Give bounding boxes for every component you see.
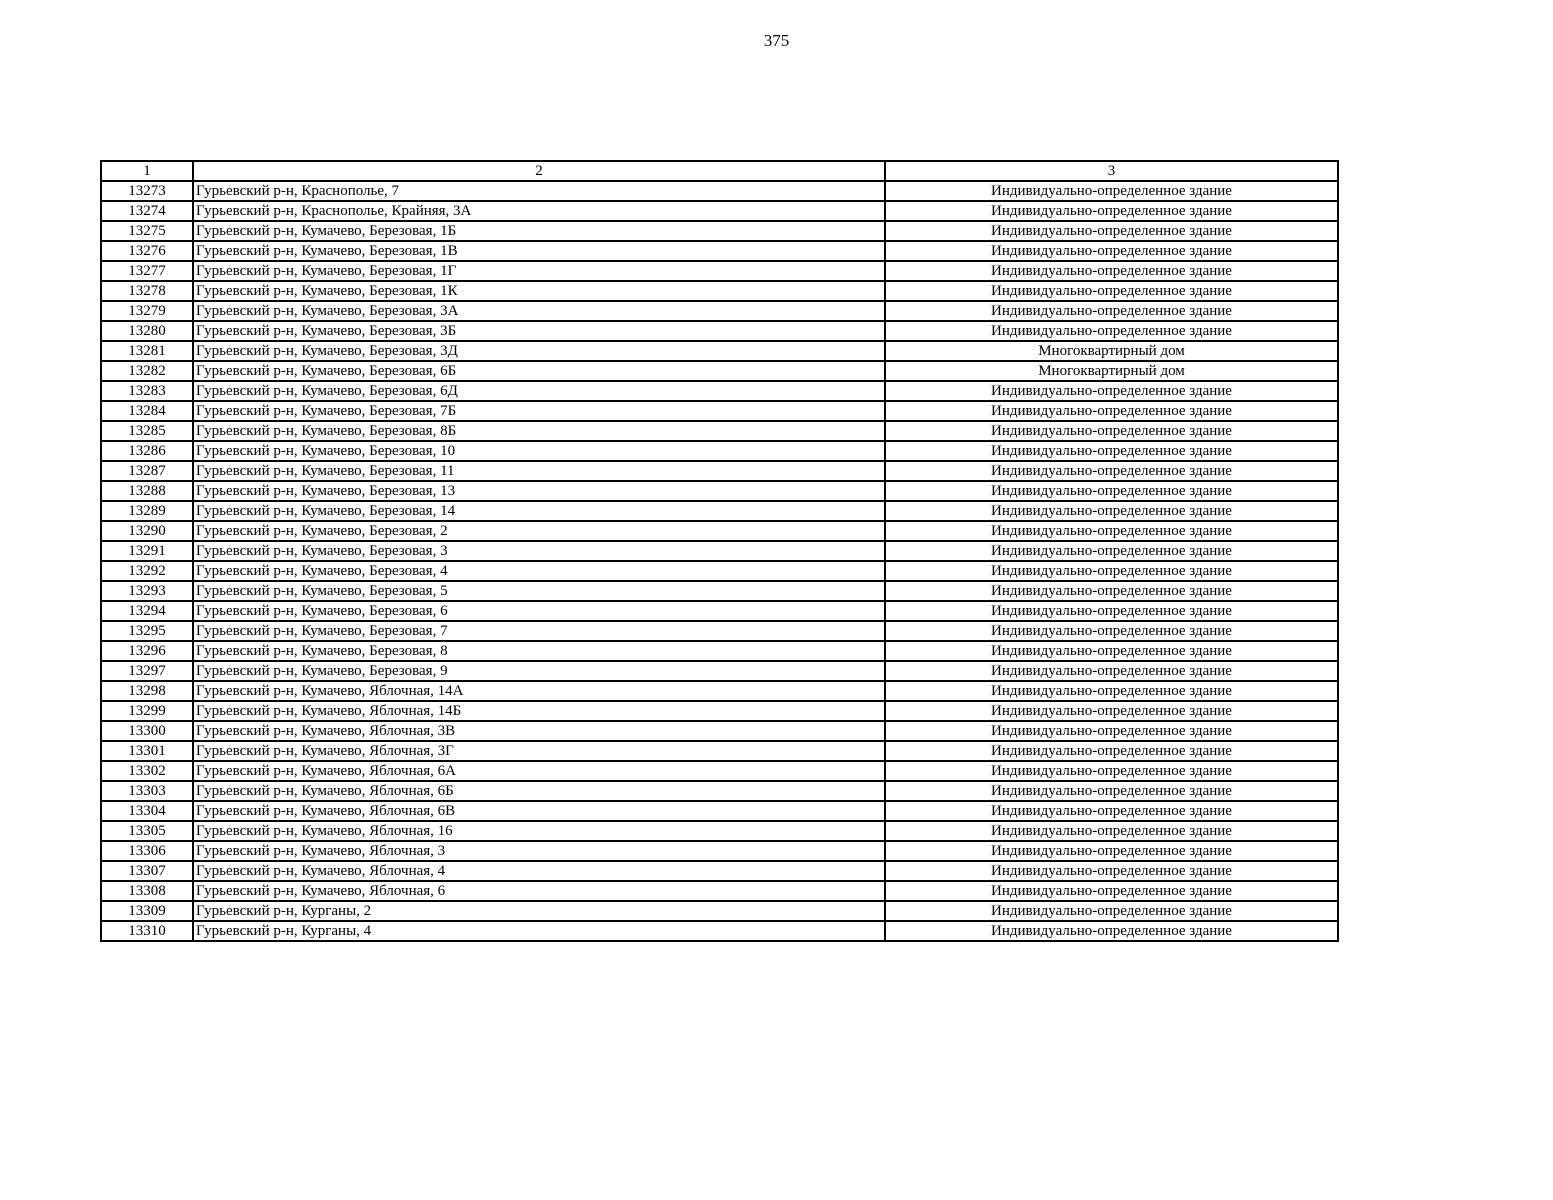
cell-record-number: 13294 xyxy=(101,601,193,621)
cell-address: Гурьевский р-н, Кумачево, Яблочная, 3 xyxy=(193,841,885,861)
cell-record-number: 13292 xyxy=(101,561,193,581)
cell-address: Гурьевский р-н, Кумачево, Яблочная, 14А xyxy=(193,681,885,701)
cell-address: Гурьевский р-н, Кумачево, Березовая, 7Б xyxy=(193,401,885,421)
cell-address: Гурьевский р-н, Кумачево, Березовая, 6 xyxy=(193,601,885,621)
cell-object-type: Индивидуально-определенное здание xyxy=(885,921,1338,941)
cell-record-number: 13277 xyxy=(101,261,193,281)
cell-record-number: 13273 xyxy=(101,181,193,201)
cell-object-type: Индивидуально-определенное здание xyxy=(885,381,1338,401)
cell-address: Гурьевский р-н, Кумачево, Березовая, 3А xyxy=(193,301,885,321)
cell-record-number: 13289 xyxy=(101,501,193,521)
cell-record-number: 13299 xyxy=(101,701,193,721)
table-row xyxy=(101,221,1338,241)
cell-object-type: Индивидуально-определенное здание xyxy=(885,501,1338,521)
cell-object-type: Многоквартирный дом xyxy=(885,361,1338,381)
cell-object-type: Индивидуально-определенное здание xyxy=(885,821,1338,841)
table-row xyxy=(101,641,1338,661)
cell-record-number: 13297 xyxy=(101,661,193,681)
table-row xyxy=(101,181,1338,201)
cell-object-type: Индивидуально-определенное здание xyxy=(885,761,1338,781)
cell-record-number: 13287 xyxy=(101,461,193,481)
cell-address: Гурьевский р-н, Кумачево, Яблочная, 16 xyxy=(193,821,885,841)
table-row xyxy=(101,741,1338,761)
page-number: 375 xyxy=(763,31,790,50)
column-header-address: 2 xyxy=(193,161,885,181)
table-row xyxy=(101,781,1338,801)
cell-record-number: 13308 xyxy=(101,881,193,901)
cell-object-type: Индивидуально-определенное здание xyxy=(885,901,1338,921)
cell-address: Гурьевский р-н, Краснополье, 7 xyxy=(193,181,885,201)
cell-record-number: 13296 xyxy=(101,641,193,661)
cell-record-number: 13285 xyxy=(101,421,193,441)
cell-record-number: 13288 xyxy=(101,481,193,501)
cell-object-type: Индивидуально-определенное здание xyxy=(885,561,1338,581)
cell-address: Гурьевский р-н, Курганы, 2 xyxy=(193,901,885,921)
cell-record-number: 13281 xyxy=(101,341,193,361)
cell-address: Гурьевский р-н, Краснополье, Крайняя, 3А xyxy=(193,201,885,221)
cell-record-number: 13303 xyxy=(101,781,193,801)
table-row xyxy=(101,561,1338,581)
cell-address: Гурьевский р-н, Кумачево, Березовая, 5 xyxy=(193,581,885,601)
table-row xyxy=(101,201,1338,221)
cell-object-type: Индивидуально-определенное здание xyxy=(885,321,1338,341)
cell-object-type: Индивидуально-определенное здание xyxy=(885,681,1338,701)
cell-record-number: 13295 xyxy=(101,621,193,641)
cell-object-type: Индивидуально-определенное здание xyxy=(885,781,1338,801)
table-row xyxy=(101,581,1338,601)
table-row xyxy=(101,901,1338,921)
table-row xyxy=(101,521,1338,541)
table-row xyxy=(101,541,1338,561)
table-row xyxy=(101,461,1338,481)
cell-object-type: Индивидуально-определенное здание xyxy=(885,701,1338,721)
cell-address: Гурьевский р-н, Кумачево, Березовая, 11 xyxy=(193,461,885,481)
cell-object-type: Индивидуально-определенное здание xyxy=(885,301,1338,321)
cell-record-number: 13290 xyxy=(101,521,193,541)
cell-address: Гурьевский р-н, Кумачево, Березовая, 13 xyxy=(193,481,885,501)
column-header-number: 1 xyxy=(101,161,193,181)
cell-record-number: 13276 xyxy=(101,241,193,261)
cell-record-number: 13284 xyxy=(101,401,193,421)
cell-address: Гурьевский р-н, Кумачево, Березовая, 14 xyxy=(193,501,885,521)
cell-address: Гурьевский р-н, Кумачево, Яблочная, 6Б xyxy=(193,781,885,801)
cell-record-number: 13309 xyxy=(101,901,193,921)
cell-record-number: 13301 xyxy=(101,741,193,761)
cell-object-type: Индивидуально-определенное здание xyxy=(885,281,1338,301)
cell-address: Гурьевский р-н, Кумачево, Березовая, 2 xyxy=(193,521,885,541)
cell-object-type: Индивидуально-определенное здание xyxy=(885,621,1338,641)
cell-address: Гурьевский р-н, Курганы, 4 xyxy=(193,921,885,941)
table-row xyxy=(101,361,1338,381)
cell-address: Гурьевский р-н, Кумачево, Березовая, 1Г xyxy=(193,261,885,281)
table-row xyxy=(101,621,1338,641)
cell-object-type: Индивидуально-определенное здание xyxy=(885,421,1338,441)
cell-address: Гурьевский р-н, Кумачево, Березовая, 10 xyxy=(193,441,885,461)
cell-record-number: 13310 xyxy=(101,921,193,941)
cell-address: Гурьевский р-н, Кумачево, Яблочная, 3Г xyxy=(193,741,885,761)
cell-object-type: Индивидуально-определенное здание xyxy=(885,661,1338,681)
cell-record-number: 13282 xyxy=(101,361,193,381)
cell-address: Гурьевский р-н, Кумачево, Березовая, 1К xyxy=(193,281,885,301)
table-row xyxy=(101,661,1338,681)
cell-object-type: Индивидуально-определенное здание xyxy=(885,461,1338,481)
cell-record-number: 13283 xyxy=(101,381,193,401)
table-row xyxy=(101,801,1338,821)
cell-address: Гурьевский р-н, Кумачево, Яблочная, 6В xyxy=(193,801,885,821)
table-row xyxy=(101,861,1338,881)
cell-record-number: 13306 xyxy=(101,841,193,861)
table-row xyxy=(101,681,1338,701)
cell-address: Гурьевский р-н, Кумачево, Березовая, 8 xyxy=(193,641,885,661)
cell-record-number: 13278 xyxy=(101,281,193,301)
table-row xyxy=(101,821,1338,841)
table-row xyxy=(101,761,1338,781)
table-header-row xyxy=(101,161,1338,181)
cell-object-type: Индивидуально-определенное здание xyxy=(885,181,1338,201)
table-row xyxy=(101,401,1338,421)
table-row xyxy=(101,881,1338,901)
table-row xyxy=(101,321,1338,341)
cell-object-type: Индивидуально-определенное здание xyxy=(885,861,1338,881)
cell-address: Гурьевский р-н, Кумачево, Березовая, 6Б xyxy=(193,361,885,381)
cell-object-type: Индивидуально-определенное здание xyxy=(885,741,1338,761)
table-row xyxy=(101,921,1338,941)
cell-object-type: Индивидуально-определенное здание xyxy=(885,201,1338,221)
cell-address: Гурьевский р-н, Кумачево, Березовая, 9 xyxy=(193,661,885,681)
cell-record-number: 13293 xyxy=(101,581,193,601)
table-row xyxy=(101,281,1338,301)
table-row xyxy=(101,601,1338,621)
cell-address: Гурьевский р-н, Кумачево, Яблочная, 14Б xyxy=(193,701,885,721)
cell-object-type: Индивидуально-определенное здание xyxy=(885,721,1338,741)
cell-object-type: Индивидуально-определенное здание xyxy=(885,221,1338,241)
cell-record-number: 13300 xyxy=(101,721,193,741)
cell-object-type: Индивидуально-определенное здание xyxy=(885,541,1338,561)
cell-address: Гурьевский р-н, Кумачево, Березовая, 8Б xyxy=(193,421,885,441)
table-row xyxy=(101,481,1338,501)
cell-address: Гурьевский р-н, Кумачево, Яблочная, 6 xyxy=(193,881,885,901)
table-row xyxy=(101,381,1338,401)
cell-record-number: 13304 xyxy=(101,801,193,821)
cell-record-number: 13302 xyxy=(101,761,193,781)
property-registry-table xyxy=(100,160,1339,942)
cell-object-type: Индивидуально-определенное здание xyxy=(885,841,1338,861)
cell-object-type: Индивидуально-определенное здание xyxy=(885,581,1338,601)
cell-object-type: Индивидуально-определенное здание xyxy=(885,481,1338,501)
cell-record-number: 13298 xyxy=(101,681,193,701)
cell-address: Гурьевский р-н, Кумачево, Березовая, 1Б xyxy=(193,221,885,241)
cell-record-number: 13275 xyxy=(101,221,193,241)
table-body xyxy=(101,161,1338,941)
table-row xyxy=(101,841,1338,861)
cell-record-number: 13280 xyxy=(101,321,193,341)
cell-record-number: 13305 xyxy=(101,821,193,841)
column-header-type: 3 xyxy=(885,161,1338,181)
table-row xyxy=(101,421,1338,441)
cell-address: Гурьевский р-н, Кумачево, Березовая, 6Д xyxy=(193,381,885,401)
cell-address: Гурьевский р-н, Кумачево, Березовая, 7 xyxy=(193,621,885,641)
cell-record-number: 13274 xyxy=(101,201,193,221)
cell-address: Гурьевский р-н, Кумачево, Березовая, 3 xyxy=(193,541,885,561)
cell-address: Гурьевский р-н, Кумачево, Яблочная, 4 xyxy=(193,861,885,881)
table-row xyxy=(101,721,1338,741)
table-row xyxy=(101,241,1338,261)
table-row xyxy=(101,701,1338,721)
cell-object-type: Индивидуально-определенное здание xyxy=(885,241,1338,261)
cell-record-number: 13279 xyxy=(101,301,193,321)
cell-object-type: Многоквартирный дом xyxy=(885,341,1338,361)
table-row xyxy=(101,501,1338,521)
cell-object-type: Индивидуально-определенное здание xyxy=(885,521,1338,541)
cell-record-number: 13307 xyxy=(101,861,193,881)
cell-address: Гурьевский р-н, Кумачево, Яблочная, 3В xyxy=(193,721,885,741)
cell-record-number: 13286 xyxy=(101,441,193,461)
cell-address: Гурьевский р-н, Кумачево, Березовая, 3Б xyxy=(193,321,885,341)
cell-record-number: 13291 xyxy=(101,541,193,561)
cell-address: Гурьевский р-н, Кумачево, Березовая, 1В xyxy=(193,241,885,261)
cell-object-type: Индивидуально-определенное здание xyxy=(885,801,1338,821)
table-row xyxy=(101,301,1338,321)
cell-object-type: Индивидуально-определенное здание xyxy=(885,401,1338,421)
cell-address: Гурьевский р-н, Кумачево, Березовая, 3Д xyxy=(193,341,885,361)
cell-object-type: Индивидуально-определенное здание xyxy=(885,641,1338,661)
cell-address: Гурьевский р-н, Кумачево, Березовая, 4 xyxy=(193,561,885,581)
cell-object-type: Индивидуально-определенное здание xyxy=(885,441,1338,461)
cell-object-type: Индивидуально-определенное здание xyxy=(885,261,1338,281)
table-row xyxy=(101,441,1338,461)
table-row xyxy=(101,261,1338,281)
cell-object-type: Индивидуально-определенное здание xyxy=(885,601,1338,621)
table-row xyxy=(101,341,1338,361)
cell-address: Гурьевский р-н, Кумачево, Яблочная, 6А xyxy=(193,761,885,781)
cell-object-type: Индивидуально-определенное здание xyxy=(885,881,1338,901)
